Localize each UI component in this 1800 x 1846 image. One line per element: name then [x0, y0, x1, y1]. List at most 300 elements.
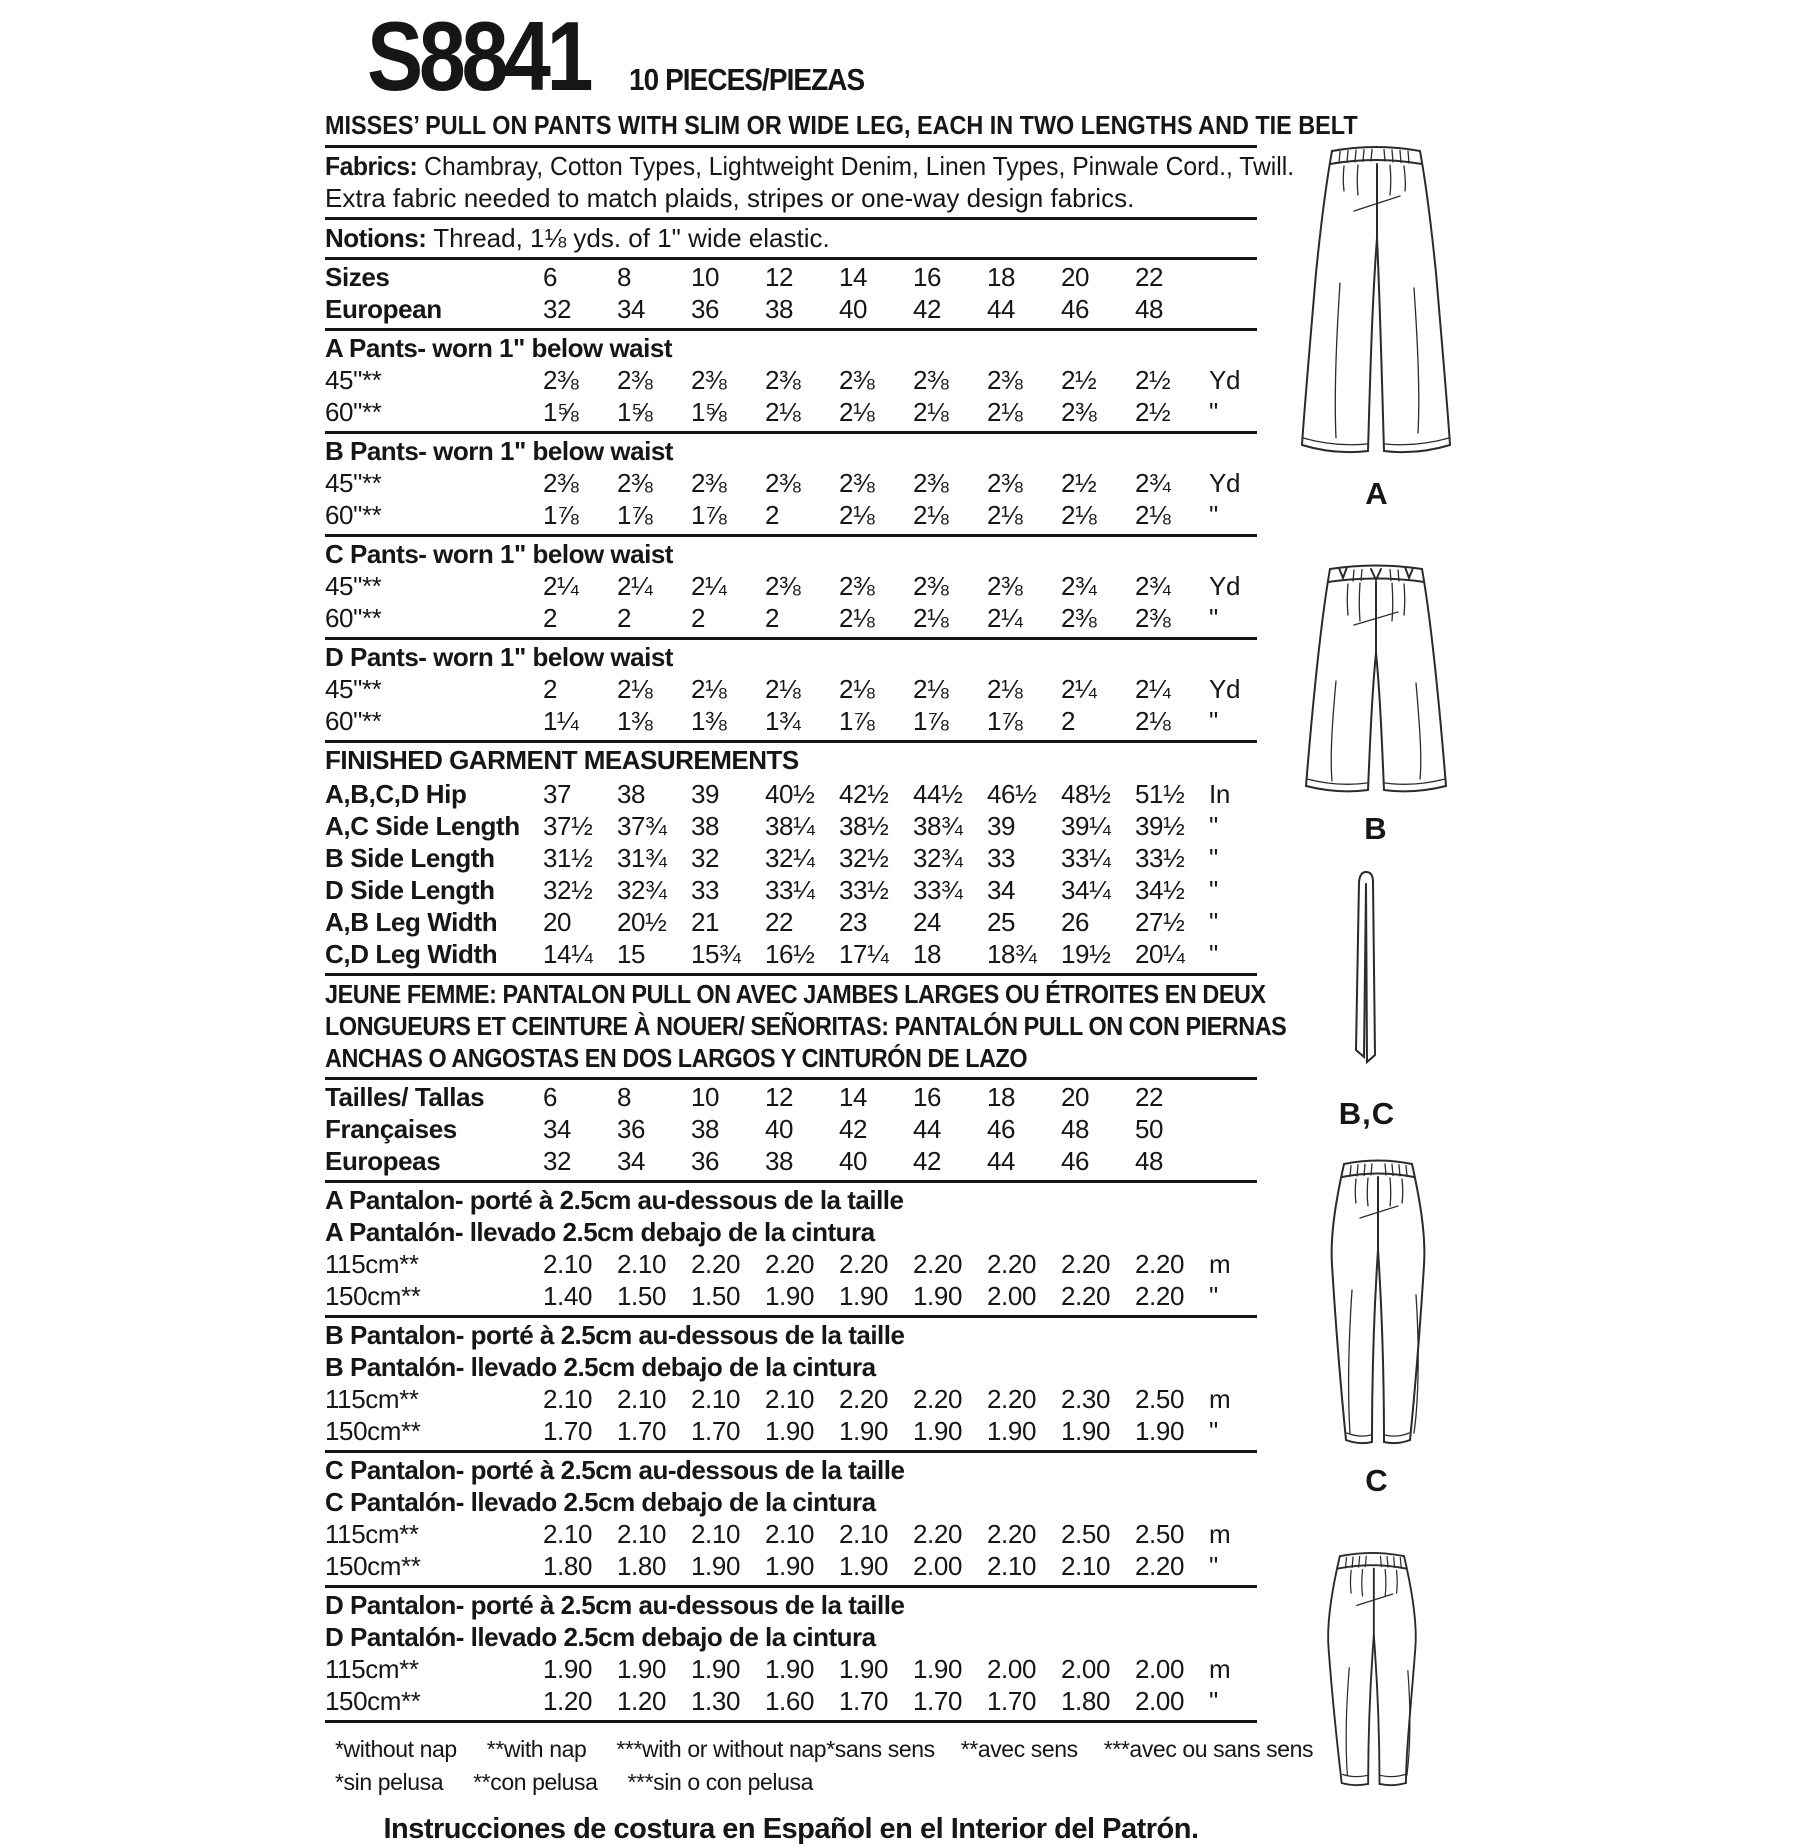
french-size-cell: 50: [1135, 1114, 1164, 1144]
figure-label: A: [1365, 476, 1389, 511]
metric-cell: 1.20: [617, 1686, 667, 1716]
measurement-cell: 48½: [1061, 779, 1111, 809]
yardage-cell: 2¾: [1135, 468, 1171, 498]
unit-cell: ": [1209, 1551, 1218, 1581]
measurement-cell: 18: [913, 939, 942, 969]
measurement-cell: 22: [765, 907, 794, 937]
yardage-cell: 2⅛: [839, 500, 875, 530]
yardage-cell: 1⅜: [617, 706, 653, 736]
metric-cell: 2.20: [765, 1249, 815, 1279]
footnotes-english: [335, 1733, 826, 1766]
unit-cell: ": [1209, 843, 1218, 873]
yardage-cell: 1⅞: [913, 706, 949, 736]
yardage-cell: 1¾: [765, 706, 801, 736]
yardage-cell: 2½: [1135, 397, 1171, 427]
french-size-cell: 46: [987, 1114, 1016, 1144]
footnotes-spanish: [335, 1766, 813, 1799]
metric-section-header-fr: B Pantalon- porté à 2.5cm au-dessous de la taille: [325, 1320, 905, 1350]
measurement-cell: 39¼: [1061, 811, 1111, 841]
pieces-count: 10 PIECES/PIEZAS: [629, 62, 865, 97]
measurement-label: A,C Side Length: [325, 811, 520, 841]
pants-d-drawing: [1296, 1543, 1446, 1800]
french-size-cell: 34: [543, 1114, 572, 1144]
french-size-label: Françaises: [325, 1114, 457, 1144]
measurement-cell: 15¾: [691, 939, 741, 969]
size-cell: 42: [913, 294, 942, 324]
size-table: [325, 260, 1257, 331]
french-spanish-title-line: LONGUEURS ET CEINTURE À NOUER/ SEÑORITAS: PANTALÓN PULL ON CON PIERNAS: [325, 1011, 1287, 1041]
french-size-cell: 20: [1061, 1082, 1090, 1112]
yardage-cell: 2: [543, 674, 558, 704]
yardage-cell: 2½: [1061, 468, 1097, 498]
metric-section: [325, 1453, 1257, 1588]
measurement-cell: 32¾: [913, 843, 963, 873]
french-size-cell: 38: [765, 1146, 794, 1176]
size-cell: 32: [543, 294, 572, 324]
metric-cell: 1.90: [913, 1281, 963, 1311]
yardage-cell: 2⅛: [987, 397, 1023, 427]
metric-cell: 2.10: [691, 1519, 741, 1549]
french-size-row: [325, 1081, 1257, 1113]
yardage-cell: 1⅝: [617, 397, 653, 427]
measurement-cell: 31¾: [617, 843, 667, 873]
measurement-label: D Side Length: [325, 875, 495, 905]
french-size-cell: 44: [913, 1114, 942, 1144]
metric-cell: 1.90: [691, 1551, 741, 1581]
french-size-cell: 34: [617, 1146, 646, 1176]
french-size-cell: 18: [987, 1082, 1016, 1112]
unit-cell: Yd: [1209, 468, 1241, 498]
yardage-section: [325, 434, 1257, 537]
metric-cell: 2.00: [913, 1551, 963, 1581]
size-cell: 46: [1061, 294, 1090, 324]
yardage-cell: 2⅛: [765, 397, 801, 427]
yardage-cell: 2⅜: [543, 468, 579, 498]
tie-belt-drawing: [1337, 866, 1397, 1088]
footnote: **avec sens: [960, 1736, 1078, 1762]
measurement-cell: 42½: [839, 779, 889, 809]
unit-cell: ": [1209, 706, 1218, 736]
measurement-cell: 34: [987, 875, 1016, 905]
figure-pants-d: [1296, 1543, 1446, 1800]
yardage-row: [325, 673, 1257, 705]
measurement-row: [325, 842, 1257, 874]
metric-cell: 2.20: [691, 1249, 741, 1279]
yardage-cell: 2⅜: [617, 365, 653, 395]
metric-cell: 1.90: [765, 1551, 815, 1581]
metric-cell: 1.90: [839, 1551, 889, 1581]
unit-cell: Yd: [1209, 365, 1241, 395]
size-cell: 18: [987, 262, 1016, 292]
metric-cell: 1.90: [765, 1281, 815, 1311]
yardage-row: [325, 602, 1257, 634]
measurement-cell: 33½: [1135, 843, 1185, 873]
measurement-cell: 24: [913, 907, 942, 937]
unit-cell: ": [1209, 811, 1218, 841]
metric-cell: 1.40: [543, 1281, 593, 1311]
metric-section: [325, 1588, 1257, 1723]
metric-section-header-fr: D Pantalon- porté à 2.5cm au-dessous de la taille: [325, 1590, 905, 1620]
footnote: ***avec ou sans sens: [1103, 1736, 1314, 1762]
yardage-cell: 2⅜: [1135, 603, 1171, 633]
unit-cell: ": [1209, 397, 1218, 427]
metric-cell: 2.20: [839, 1384, 889, 1414]
unit-cell: m: [1209, 1654, 1231, 1684]
fabrics-label: Fabrics:: [325, 151, 418, 181]
metric-cell: 2.10: [543, 1249, 593, 1279]
measurement-row: [325, 778, 1257, 810]
metric-cell: 2.20: [1135, 1249, 1185, 1279]
metric-section: [325, 1318, 1257, 1453]
metric-cell: 2.20: [839, 1249, 889, 1279]
metric-cell: 2.50: [1135, 1384, 1185, 1414]
unit-cell: [1209, 293, 1257, 325]
fabric-width-label: 115cm**: [325, 1519, 419, 1549]
measurement-cell: 33½: [839, 875, 889, 905]
yardage-cell: 2¾: [1061, 571, 1097, 601]
fabric-width-label: 150cm**: [325, 1281, 421, 1311]
metric-cell: 2.00: [987, 1281, 1037, 1311]
french-size-cell: 8: [617, 1082, 632, 1112]
unit-cell: ": [1209, 939, 1218, 969]
yardage-cell: 1⅞: [839, 706, 875, 736]
yardage-cell: 1⅞: [691, 500, 727, 530]
yardage-cell: 1⅝: [543, 397, 579, 427]
yardage-cell: 2⅜: [913, 571, 949, 601]
metric-section-header-es: A Pantalón- llevado 2.5cm debajo de la cintura: [325, 1217, 875, 1247]
size-cell: 6: [543, 262, 558, 292]
fabric-width-label: 45"**: [325, 674, 382, 704]
measurement-cell: 38¾: [913, 811, 963, 841]
measurement-cell: 16½: [765, 939, 815, 969]
measurement-cell: 39: [987, 811, 1016, 841]
metric-cell: 2.20: [1061, 1249, 1111, 1279]
measurement-cell: 34¼: [1061, 875, 1111, 905]
measurement-label: B Side Length: [325, 843, 495, 873]
metric-cell: 2.20: [913, 1519, 963, 1549]
metric-cell: 2.20: [987, 1384, 1037, 1414]
french-size-cell: 48: [1135, 1146, 1164, 1176]
measurement-cell: 14¼: [543, 939, 593, 969]
metric-cell: 1.90: [987, 1416, 1037, 1446]
yardage-cell: 2⅛: [765, 674, 801, 704]
measurement-cell: 39: [691, 779, 720, 809]
yardage-cell: 2⅛: [913, 674, 949, 704]
yardage-cell: 2⅜: [1061, 397, 1097, 427]
size-cell: 34: [617, 294, 646, 324]
measurement-cell: 37½: [543, 811, 593, 841]
measurement-cell: 37: [543, 779, 572, 809]
pants-a-drawing: [1292, 133, 1462, 468]
measurement-cell: 32½: [543, 875, 593, 905]
metric-cell: 2.10: [765, 1384, 815, 1414]
french-size-cell: 40: [765, 1114, 794, 1144]
footnote: ***with or without nap: [616, 1736, 827, 1762]
fabric-width-label: 60"**: [325, 706, 382, 736]
size-cell: 14: [839, 262, 868, 292]
metric-section-header-es: C Pantalón- llevado 2.5cm debajo de la cintura: [325, 1487, 876, 1517]
measurement-cell: 34½: [1135, 875, 1185, 905]
measurement-cell: 33¼: [765, 875, 815, 905]
metric-cell: 2.00: [1061, 1654, 1111, 1684]
yardage-section-header: D Pants- worn 1" below waist: [325, 642, 673, 672]
french-size-cell: 32: [543, 1146, 572, 1176]
measurement-cell: 37¾: [617, 811, 667, 841]
finished-measurements-header: FINISHED GARMENT MEASUREMENTS: [325, 745, 799, 775]
measurement-cell: 25: [987, 907, 1016, 937]
fabrics-line2: Extra fabric needed to match plaids, stripes or one-way design fabrics.: [325, 183, 1135, 213]
yardage-cell: 2⅜: [765, 365, 801, 395]
yardage-section-header: C Pants- worn 1" below waist: [325, 539, 673, 569]
size-cell: 44: [987, 294, 1016, 324]
yardage-cell: 2⅜: [839, 571, 875, 601]
metric-cell: 1.20: [543, 1686, 593, 1716]
yardage-cell: 2⅛: [987, 500, 1023, 530]
footnote: *sin pelusa: [335, 1769, 444, 1795]
pants-b-drawing: [1290, 553, 1462, 803]
fabric-width-label: 115cm**: [325, 1654, 419, 1684]
fabric-width-label: 115cm**: [325, 1384, 419, 1414]
figure-tie-belt: [1337, 866, 1397, 1132]
yardage-cell: 2⅜: [765, 468, 801, 498]
footnotes-french: [826, 1733, 1313, 1766]
metric-cell: 1.60: [765, 1686, 815, 1716]
measurement-row: [325, 874, 1257, 906]
measurement-cell: 31½: [543, 843, 593, 873]
unit-cell: Yd: [1209, 571, 1241, 601]
yardage-cell: 2⅛: [617, 674, 653, 704]
metric-cell: 1.90: [839, 1654, 889, 1684]
french-size-cell: 36: [691, 1146, 720, 1176]
french-size-cell: 16: [913, 1082, 942, 1112]
measurement-cell: 33: [987, 843, 1016, 873]
fabric-width-label: 115cm**: [325, 1249, 419, 1279]
unit-cell: ": [1209, 1416, 1218, 1446]
measurement-cell: 39½: [1135, 811, 1185, 841]
size-cell: 12: [765, 262, 794, 292]
size-row-label: European: [325, 294, 442, 324]
metric-cell: 2.20: [1135, 1281, 1185, 1311]
metric-cell: 1.90: [765, 1416, 815, 1446]
metric-cell: 2.20: [1135, 1551, 1185, 1581]
fabric-width-label: 60"**: [325, 397, 382, 427]
french-size-cell: 42: [839, 1114, 868, 1144]
metric-cell: 2.20: [987, 1519, 1037, 1549]
metric-cell: 2.10: [765, 1519, 815, 1549]
yardage-cell: 2½: [1061, 365, 1097, 395]
measurement-label: A,B Leg Width: [325, 907, 498, 937]
measurement-cell: 33¼: [1061, 843, 1111, 873]
metric-cell: 1.90: [691, 1654, 741, 1684]
measurement-cell: 33¾: [913, 875, 963, 905]
measurement-cell: 38½: [839, 811, 889, 841]
yardage-cell: 2⅛: [839, 603, 875, 633]
yardage-cell: 2⅜: [765, 571, 801, 601]
size-row-label: Sizes: [325, 262, 390, 292]
metric-cell: 1.70: [913, 1686, 963, 1716]
size-cell: 20: [1061, 262, 1090, 292]
yardage-cell: 2⅛: [913, 603, 949, 633]
yardage-section: [325, 537, 1257, 640]
yardage-cell: 2⅛: [1135, 706, 1171, 736]
size-cell: 36: [691, 294, 720, 324]
french-size-row: [325, 1145, 1257, 1177]
french-size-cell: 6: [543, 1082, 558, 1112]
yardage-sections: [325, 331, 1257, 743]
measurement-row: [325, 938, 1257, 970]
french-size-cell: 14: [839, 1082, 868, 1112]
metric-section-header-es: B Pantalón- llevado 2.5cm debajo de la cintura: [325, 1352, 876, 1382]
yardage-cell: 2⅜: [617, 468, 653, 498]
metric-cell: 2.00: [987, 1654, 1037, 1684]
metric-cell: 2.00: [1135, 1654, 1185, 1684]
metric-section-header-es: D Pantalón- llevado 2.5cm debajo de la cintura: [325, 1622, 876, 1652]
french-size-cell: 38: [691, 1114, 720, 1144]
unit-cell: [1209, 1081, 1257, 1113]
yardage-cell: 2¼: [1135, 674, 1171, 704]
yardage-cell: 2⅛: [691, 674, 727, 704]
unit-cell: ": [1209, 500, 1218, 530]
size-cell: 16: [913, 262, 942, 292]
fabric-width-label: 60"**: [325, 500, 382, 530]
notions-text: Thread, 1⅛ yds. of 1" wide elastic.: [433, 223, 830, 253]
metric-cell: 1.90: [617, 1654, 667, 1684]
footnote: *sans sens: [826, 1736, 935, 1762]
measurement-cell: 33: [691, 875, 720, 905]
unit-cell: [1209, 261, 1257, 293]
unit-cell: m: [1209, 1249, 1231, 1279]
unit-cell: m: [1209, 1384, 1231, 1414]
metric-cell: 1.30: [691, 1686, 741, 1716]
measurement-cell: 51½: [1135, 779, 1185, 809]
unit-cell: [1209, 1145, 1257, 1177]
finished-measurements-table: [325, 777, 1257, 976]
measurement-cell: 18¾: [987, 939, 1037, 969]
yardage-cell: 2⅛: [1061, 500, 1097, 530]
metric-cell: 2.10: [1061, 1551, 1111, 1581]
garment-title: MISSES’ PULL ON PANTS WITH SLIM OR WIDE LEG, EACH IN TWO LENGTHS AND TIE BELT: [325, 110, 1257, 148]
french-size-cell: 44: [987, 1146, 1016, 1176]
yardage-row: [325, 570, 1257, 602]
french-size-cell: 36: [617, 1114, 646, 1144]
metric-cell: 2.20: [913, 1384, 963, 1414]
notions-note: [325, 220, 1257, 260]
measurement-cell: 46½: [987, 779, 1037, 809]
yardage-cell: 2¼: [617, 571, 653, 601]
french-size-cell: 12: [765, 1082, 794, 1112]
metric-cell: 2.10: [543, 1519, 593, 1549]
metric-cell: 2.10: [617, 1384, 667, 1414]
measurement-cell: 20¼: [1135, 939, 1185, 969]
metric-cell: 2.10: [543, 1384, 593, 1414]
yardage-cell: 2: [1061, 706, 1076, 736]
fabric-width-label: 60"**: [325, 603, 382, 633]
yardage-cell: 2: [617, 603, 632, 633]
size-cell: 8: [617, 262, 632, 292]
size-row: [325, 293, 1257, 325]
unit-cell: ": [1209, 1281, 1218, 1311]
unit-cell: In: [1209, 779, 1230, 809]
french-size-cell: 42: [913, 1146, 942, 1176]
measurement-cell: 19½: [1061, 939, 1111, 969]
pants-c-drawing: [1302, 1150, 1452, 1455]
masthead: [367, 1, 1257, 111]
metric-row: [325, 1248, 1257, 1280]
footnote: **with nap: [486, 1736, 587, 1762]
metric-row: [325, 1653, 1257, 1685]
metric-cell: 1.80: [617, 1551, 667, 1581]
metric-cell: 2.50: [1061, 1519, 1111, 1549]
metric-cell: 1.70: [839, 1686, 889, 1716]
french-spanish-title-line: ANCHAS O ANGOSTAS EN DOS LARGOS Y CINTURÓN DE LAZO: [325, 1043, 1028, 1073]
french-size-cell: 48: [1061, 1114, 1090, 1144]
metric-cell: 1.90: [543, 1654, 593, 1684]
unit-cell: ": [1209, 875, 1218, 905]
metric-cell: 2.30: [1061, 1384, 1111, 1414]
metric-cell: 1.50: [691, 1281, 741, 1311]
yardage-cell: 2¾: [1135, 571, 1171, 601]
measurement-cell: 15: [617, 939, 646, 969]
metric-row: [325, 1550, 1257, 1582]
yardage-cell: 2⅜: [839, 365, 875, 395]
yardage-cell: 2: [543, 603, 558, 633]
metric-cell: 1.90: [1061, 1416, 1111, 1446]
spec-sheet: [325, 1, 1358, 1846]
measurement-cell: 40½: [765, 779, 815, 809]
measurement-cell: 21: [691, 907, 720, 937]
yardage-cell: 1⅞: [543, 500, 579, 530]
metric-cell: 2.20: [1061, 1281, 1111, 1311]
yardage-cell: 1⅜: [691, 706, 727, 736]
measurement-cell: 27½: [1135, 907, 1185, 937]
french-size-label: Europeas: [325, 1146, 441, 1176]
yardage-cell: 2¼: [691, 571, 727, 601]
measurement-cell: 26: [1061, 907, 1090, 937]
metric-cell: 2.10: [839, 1519, 889, 1549]
yardage-cell: 2: [765, 603, 780, 633]
figure-pants-c: [1302, 1150, 1452, 1499]
metric-cell: 1.90: [765, 1654, 815, 1684]
measurement-cell: 23: [839, 907, 868, 937]
unit-cell: [1209, 1113, 1257, 1145]
metric-cell: 2.10: [987, 1551, 1037, 1581]
metric-cell: 2.20: [987, 1249, 1037, 1279]
yardage-cell: 2⅜: [987, 365, 1023, 395]
yardage-cell: 1¼: [543, 706, 579, 736]
french-spanish-title-line: JEUNE FEMME: PANTALON PULL ON AVEC JAMBES LARGES OU ÉTROITES EN DEUX: [325, 979, 1266, 1009]
metric-cell: 1.90: [839, 1416, 889, 1446]
measurement-cell: 32¼: [765, 843, 815, 873]
yardage-row: [325, 705, 1257, 737]
yardage-cell: 2: [765, 500, 780, 530]
yardage-row: [325, 499, 1257, 531]
yardage-section: [325, 331, 1257, 434]
measurement-cell: 38¼: [765, 811, 815, 841]
yardage-cell: 2⅜: [1061, 603, 1097, 633]
metric-cell: 1.50: [617, 1281, 667, 1311]
yardage-section: [325, 640, 1257, 743]
yardage-cell: 2¼: [987, 603, 1023, 633]
size-cell: 22: [1135, 262, 1164, 292]
french-size-cell: 10: [691, 1082, 720, 1112]
figure-label: C: [1365, 1463, 1389, 1498]
yardage-cell: 2½: [1135, 365, 1171, 395]
metric-cell: 1.80: [543, 1551, 593, 1581]
metric-cell: 2.10: [691, 1384, 741, 1414]
notions-label: Notions:: [325, 223, 427, 253]
yardage-cell: 1⅞: [987, 706, 1023, 736]
measurement-cell: 20½: [617, 907, 667, 937]
